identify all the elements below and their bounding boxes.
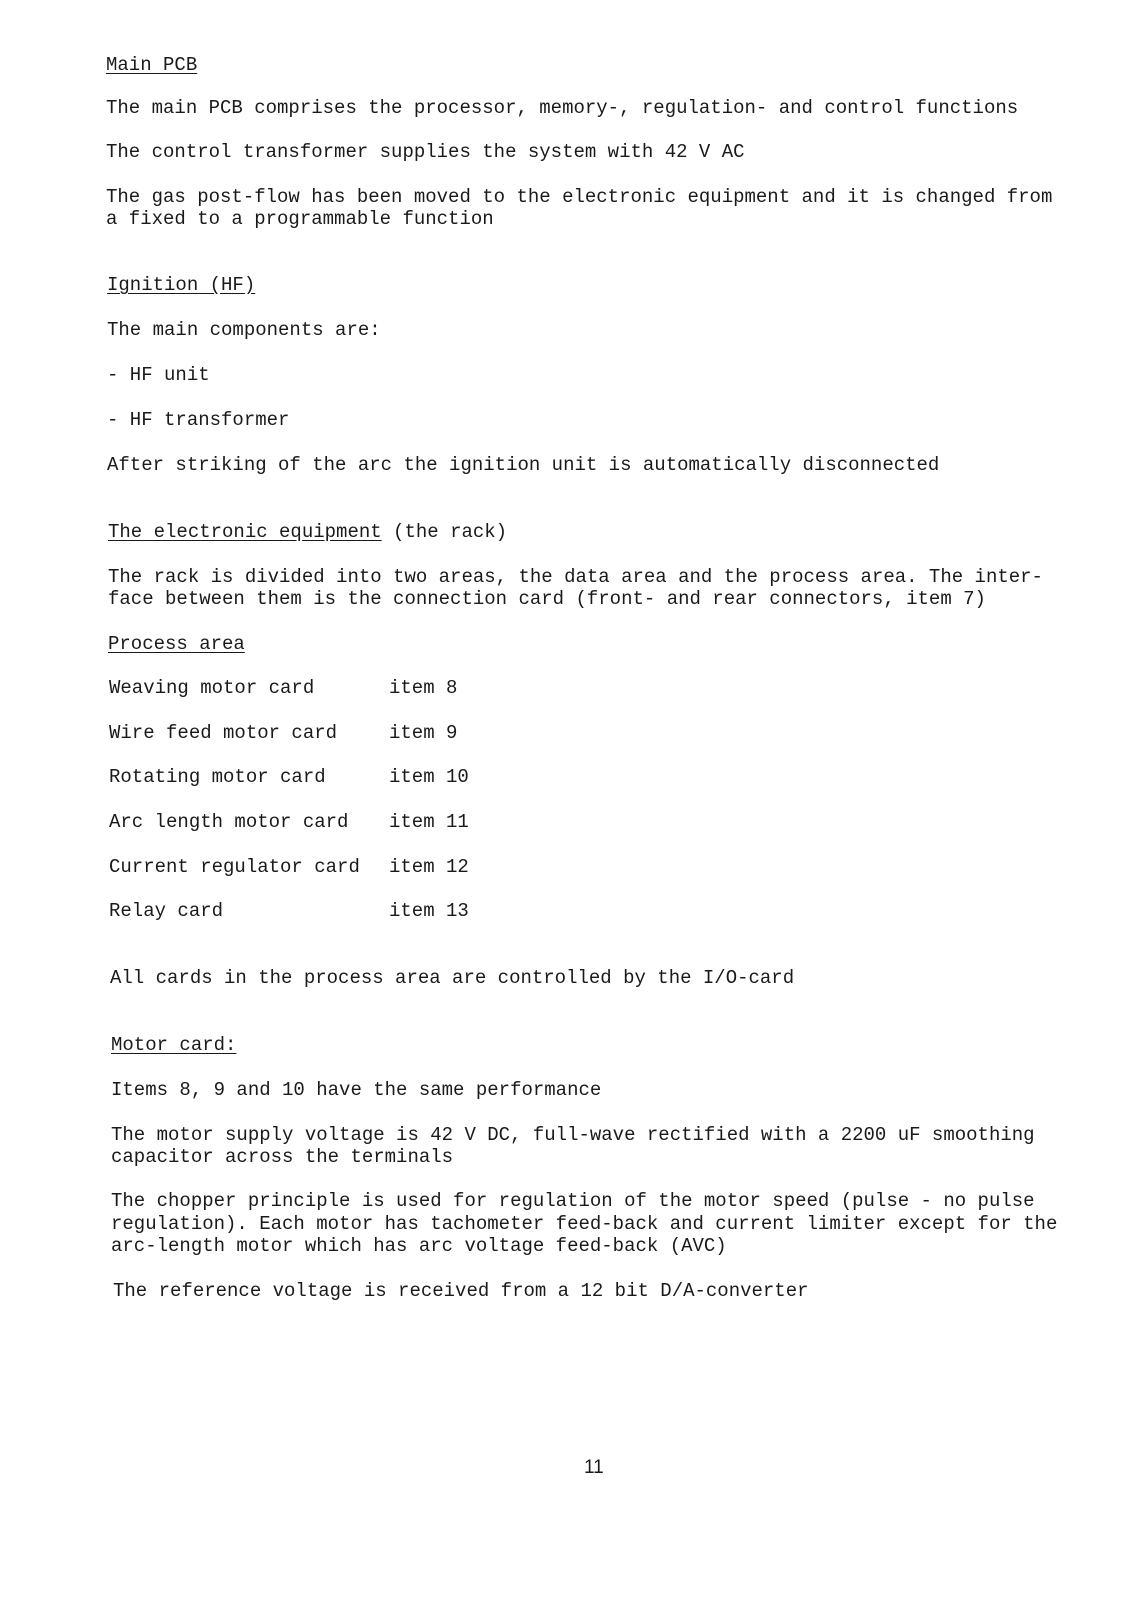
process-card-name: Weaving motor card xyxy=(109,677,315,699)
process-card-name: Rotating motor card xyxy=(109,766,326,788)
ignition-list-item: - HF unit xyxy=(107,364,210,386)
motor-card-paragraph-3-line-1: The chopper principle is used for regulation of the motor speed (pulse - no pulse xyxy=(111,1190,1035,1212)
process-card-item: item 12 xyxy=(389,856,469,878)
electronic-equipment-heading: The electronic equipment xyxy=(108,521,382,543)
electronic-equipment-heading-line xyxy=(108,521,507,544)
main-pcb-paragraph-3-line-1: The gas post-flow has been moved to the electronic equipment and it is changed from xyxy=(106,186,1053,208)
process-card-name: Wire feed motor card xyxy=(109,722,338,744)
process-card-item: item 11 xyxy=(389,811,469,833)
electronic-equipment-paragraph-line-1: The rack is divided into two areas, the data area and the process area. The inter- xyxy=(108,566,1043,588)
process-card-item: item 10 xyxy=(389,766,469,788)
electronic-equipment-paragraph-line-2: face between them is the connection card (front- and rear connectors, item 7) xyxy=(108,588,986,610)
ignition-heading: Ignition (HF) xyxy=(107,274,256,296)
process-card-name: Relay card xyxy=(109,900,224,922)
motor-card-paragraph-4: The reference voltage is received from a 12 bit D/A-converter xyxy=(113,1280,809,1302)
motor-card-paragraph-2-line-1: The motor supply voltage is 42 V DC, full-wave rectified with a 2200 uF smoothing xyxy=(111,1124,1035,1146)
motor-card-paragraph-3-line-2: regulation). Each motor has tachometer feed-back and current limiter except for the xyxy=(111,1213,1058,1235)
electronic-equipment-heading-suffix: (the rack) xyxy=(381,521,508,543)
process-card-name: Current regulator card xyxy=(109,856,360,878)
process-card-item: item 9 xyxy=(389,722,458,744)
process-area-heading: Process area xyxy=(108,633,245,655)
motor-card-heading: Motor card: xyxy=(111,1034,237,1056)
motor-card-paragraph-3-line-3: arc-length motor which has arc voltage feed-back (AVC) xyxy=(111,1235,727,1257)
motor-card-paragraph-1: Items 8, 9 and 10 have the same performance xyxy=(111,1079,602,1101)
process-card-item: item 8 xyxy=(389,677,458,699)
ignition-list-item: - HF transformer xyxy=(107,409,290,431)
process-card-name: Arc length motor card xyxy=(109,811,349,833)
process-card-item: item 13 xyxy=(389,900,469,922)
process-area-note: All cards in the process area are controlled by the I/O-card xyxy=(110,967,795,989)
motor-card-paragraph-2-line-2: capacitor across the terminals xyxy=(111,1146,454,1168)
main-pcb-heading: Main PCB xyxy=(106,54,198,76)
main-pcb-paragraph-2: The control transformer supplies the system with 42 V AC xyxy=(106,141,745,163)
ignition-intro: The main components are: xyxy=(107,319,381,341)
ignition-note: After striking of the arc the ignition unit is automatically disconnected xyxy=(107,454,940,476)
page-number: 11 xyxy=(584,1457,604,1478)
main-pcb-paragraph-3-line-2: a fixed to a programmable function xyxy=(106,208,494,230)
main-pcb-paragraph-1: The main PCB comprises the processor, memory-, regulation- and control functions xyxy=(106,97,1019,119)
